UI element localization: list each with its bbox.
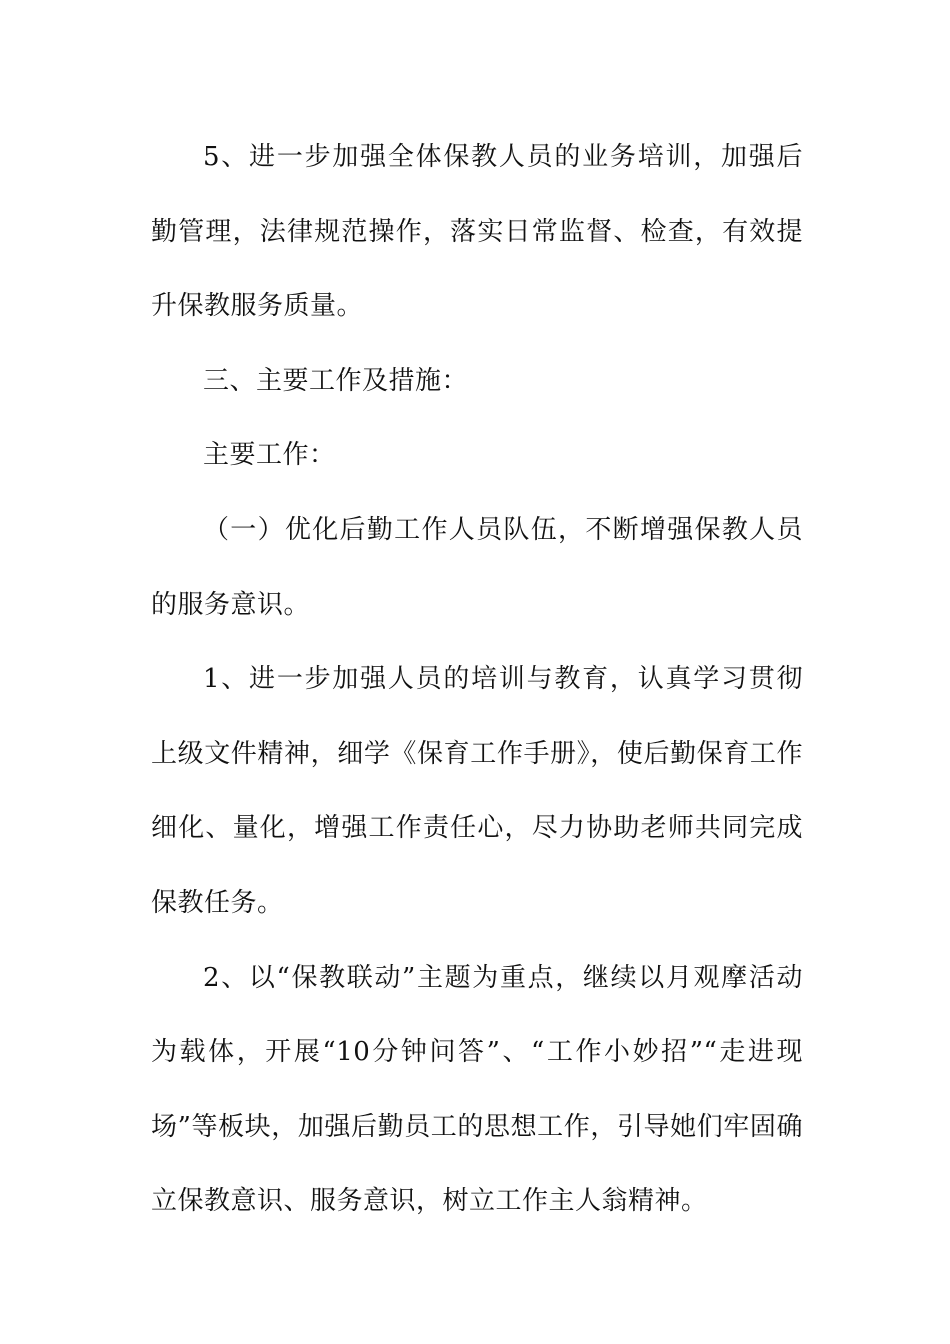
document-body (151, 120, 803, 1239)
section-heading-main-work-measures: 三、主要工作及措施： (203, 365, 469, 396)
paragraph-item-5: 5、进一步加强全体保教人员的业务培训，加强后勤管理，法律规范操作，落实日常监督、检查，有效提升保教服务质量。 (151, 142, 803, 322)
subsection-heading-optimize-staff: （一）优化后勤工作人员队伍，不断增强保教人员的服务意识。 (151, 514, 803, 620)
subheading-main-work: 主要工作： (203, 440, 336, 471)
paragraph-item-2: 2、以“保教联动”主题为重点，继续以月观摩活动为载体，开展“10分钟问答”、“工作小妙招”“走进现场”等板块，加强后勤员工的思想工作，引导她们牢固确立保教意识、服务意识，树立工作主人翁精神。 (151, 962, 803, 1217)
paragraph-item-1: 1、进一步加强人员的培训与教育，认真学习贯彻上级文件精神，细学《保育工作手册》，使后勤保育工作细化、量化，增强工作责任心，尽力协助老师共同完成保教任务。 (151, 664, 803, 918)
